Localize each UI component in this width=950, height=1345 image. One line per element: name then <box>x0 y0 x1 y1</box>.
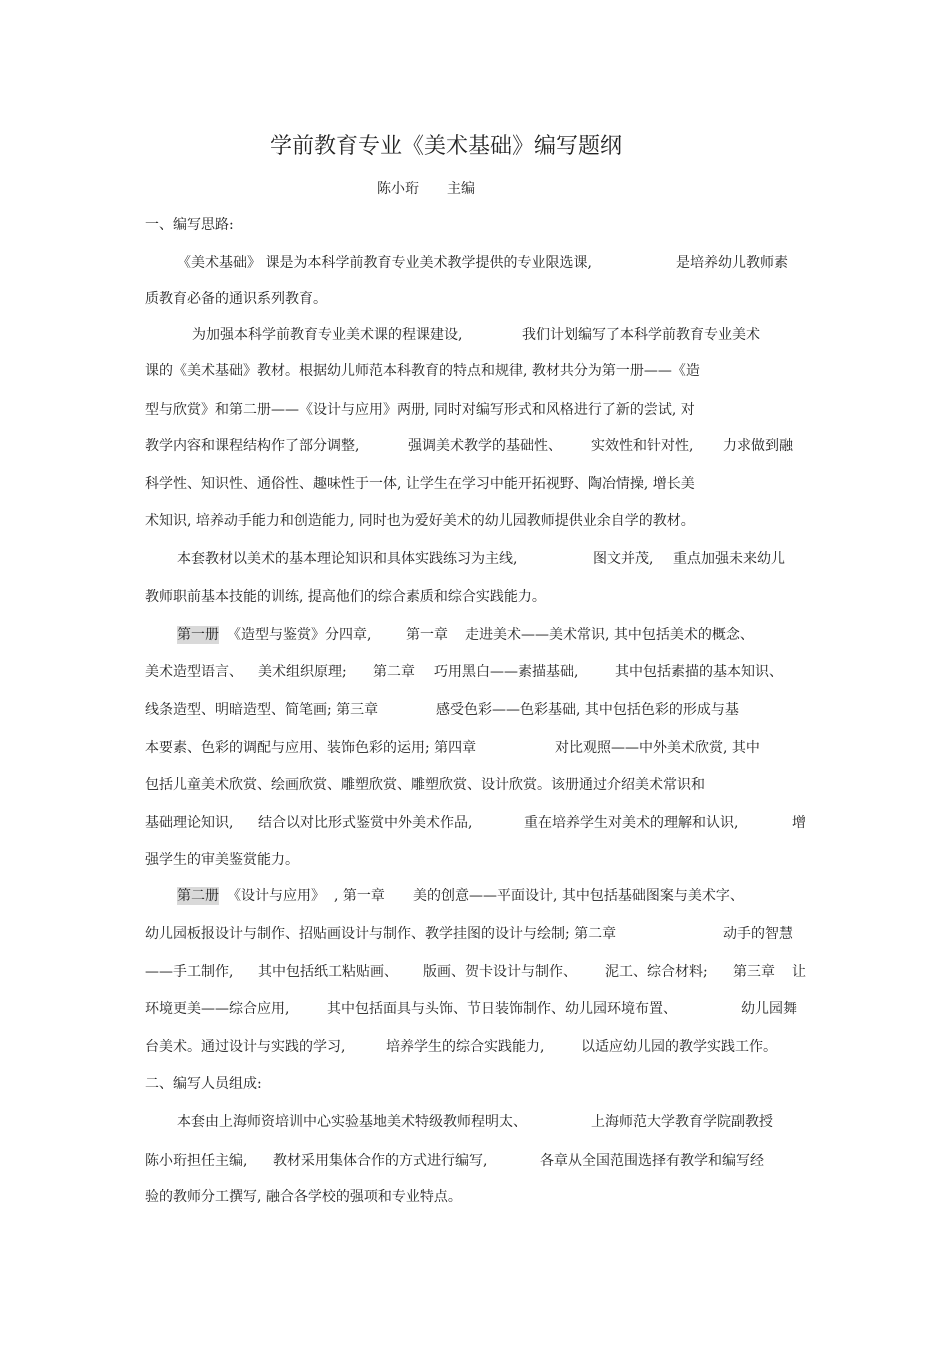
text-line: 动手的智慧 <box>723 926 793 942</box>
text-line: 结合以对比形式鉴赏中外美术作品, <box>258 815 473 831</box>
text-line: 力求做到融 <box>723 438 793 454</box>
text-line: 美术造型语言、 <box>145 664 243 680</box>
text-line: 对比观照——中外美术欣赏, 其中 <box>555 740 760 756</box>
volume-label: 第二册 <box>177 888 219 904</box>
document-title: 学前教育专业《美术基础》编写题纲 <box>270 134 623 159</box>
text-line: 《美术基础》 课是为本科学前教育专业美术教学提供的专业限选课, <box>177 255 592 271</box>
text-line: 第二章 <box>373 664 415 680</box>
text-line: 感受色彩——色彩基础, 其中包括色彩的形成与基 <box>436 702 739 718</box>
text-line: 幼儿园舞 <box>741 1001 797 1017</box>
text-line: 以适应幼儿园的教学实践工作。 <box>581 1039 777 1055</box>
text-line: 巧用黑白——素描基础, <box>434 664 579 680</box>
text-line: 术知识, 培养动手能力和创造能力, 同时也为爱好美术的幼儿园教师提供业余自学的教材。 <box>145 513 695 529</box>
text-line: 第三章 <box>733 964 775 980</box>
text-line: 验的教师分工撰写, 融合各学校的强项和专业特点。 <box>145 1189 462 1205</box>
text-line: 重在培养学生对美术的理解和认识, <box>524 815 739 831</box>
text-line: 我们计划编写了本科学前教育专业美术 <box>522 327 760 343</box>
text-line: 培养学生的综合实践能力, <box>386 1039 545 1055</box>
text-line: 走进美术——美术常识, 其中包括美术的概念、 <box>465 627 754 643</box>
volume-label: 第一册 <box>177 627 219 643</box>
text-line: 其中包括面具与头饰、节日装饰制作、幼儿园环境布置、 <box>327 1001 677 1017</box>
text-line: 是培养幼儿教师素 <box>676 255 788 271</box>
text-line: 强调美术教学的基础性、 <box>408 438 562 454</box>
text-line: 其中包括素描的基本知识、 <box>615 664 783 680</box>
text-line: 课的《美术基础》教材。根据幼儿师范本科教育的特点和规律, 教材共分为第一册——《造 <box>145 363 700 379</box>
text-line: 实效性和针对性, <box>591 438 694 454</box>
text-line: 幼儿园板报设计与制作、招贴画设计与制作、教学挂图的设计与绘制; 第二章 <box>145 926 617 942</box>
text-line: 教学内容和课程结构作了部分调整, <box>145 438 360 454</box>
text-line: 重点加强未来幼儿 <box>673 551 785 567</box>
text-line: 第一章 <box>406 627 448 643</box>
text-line: 图文并茂, <box>593 551 654 567</box>
text-line: 教材采用集体合作的方式进行编写, <box>273 1153 488 1169</box>
text-line: 《设计与应用》 <box>227 888 325 904</box>
text-line: 美术组织原理; <box>258 664 347 680</box>
text-line: 包括儿童美术欣赏、绘画欣赏、雕塑欣赏、雕塑欣赏、设计欣赏。该册通过介绍美术常识和 <box>145 777 705 793</box>
text-line: 上海师范大学教育学院副教授 <box>591 1114 773 1130</box>
text-line: 版画、贺卡设计与制作、 <box>423 964 577 980</box>
text-line: ——手工制作, <box>145 964 234 980</box>
text-line: 本套教材以美术的基本理论知识和具体实践练习为主线, <box>177 551 518 567</box>
text-line: 增 <box>792 815 806 831</box>
text-line: 各章从全国范围选择有教学和编写经 <box>540 1153 764 1169</box>
text-line: 环境更美——综合应用, <box>145 1001 290 1017</box>
text-line: 科学性、知识性、通俗性、趣味性于一体, 让学生在学习中能开拓视野、陶冶情操, 增长美 <box>145 476 695 492</box>
text-line: , 第一章 <box>334 888 385 904</box>
text-line: 其中包括纸工粘贴画、 <box>258 964 398 980</box>
text-line: 为加强本科学前教育专业美术课的程课建设, <box>192 327 463 343</box>
text-line: 线条造型、明暗造型、简笔画; 第三章 <box>145 702 379 718</box>
text-line: 基础理论知识, <box>145 815 234 831</box>
text-line: 美的创意——平面设计, 其中包括基础图案与美术字、 <box>413 888 744 904</box>
text-line: 台美术。通过设计与实践的学习, <box>145 1039 346 1055</box>
text-line: 泥工、综合材料; <box>605 964 708 980</box>
text-line: 强学生的审美鉴赏能力。 <box>145 852 299 868</box>
text-line: 本套由上海师资培训中心实验基地美术特级教师程明太、 <box>177 1114 527 1130</box>
text-line: 本要素、色彩的调配与应用、装饰色彩的运用; 第四章 <box>145 740 477 756</box>
author-role: 主编 <box>447 181 475 197</box>
text-line: 陈小珩担任主编, <box>145 1153 248 1169</box>
section-heading: 二、编写人员组成: <box>145 1076 262 1092</box>
text-line: 《造型与鉴赏》分四章, <box>227 627 372 643</box>
text-line: 型与欣赏》和第二册——《设计与应用》两册, 同时对编写形式和风格进行了新的尝试, 对 <box>145 402 695 418</box>
section-heading: 一、编写思路: <box>145 217 234 233</box>
author-name: 陈小珩 <box>377 181 419 197</box>
text-line: 质教育必备的通识系列教育。 <box>145 291 327 307</box>
text-line: 教师职前基本技能的训练, 提高他们的综合素质和综合实践能力。 <box>145 589 546 605</box>
text-line: 让 <box>792 964 806 980</box>
